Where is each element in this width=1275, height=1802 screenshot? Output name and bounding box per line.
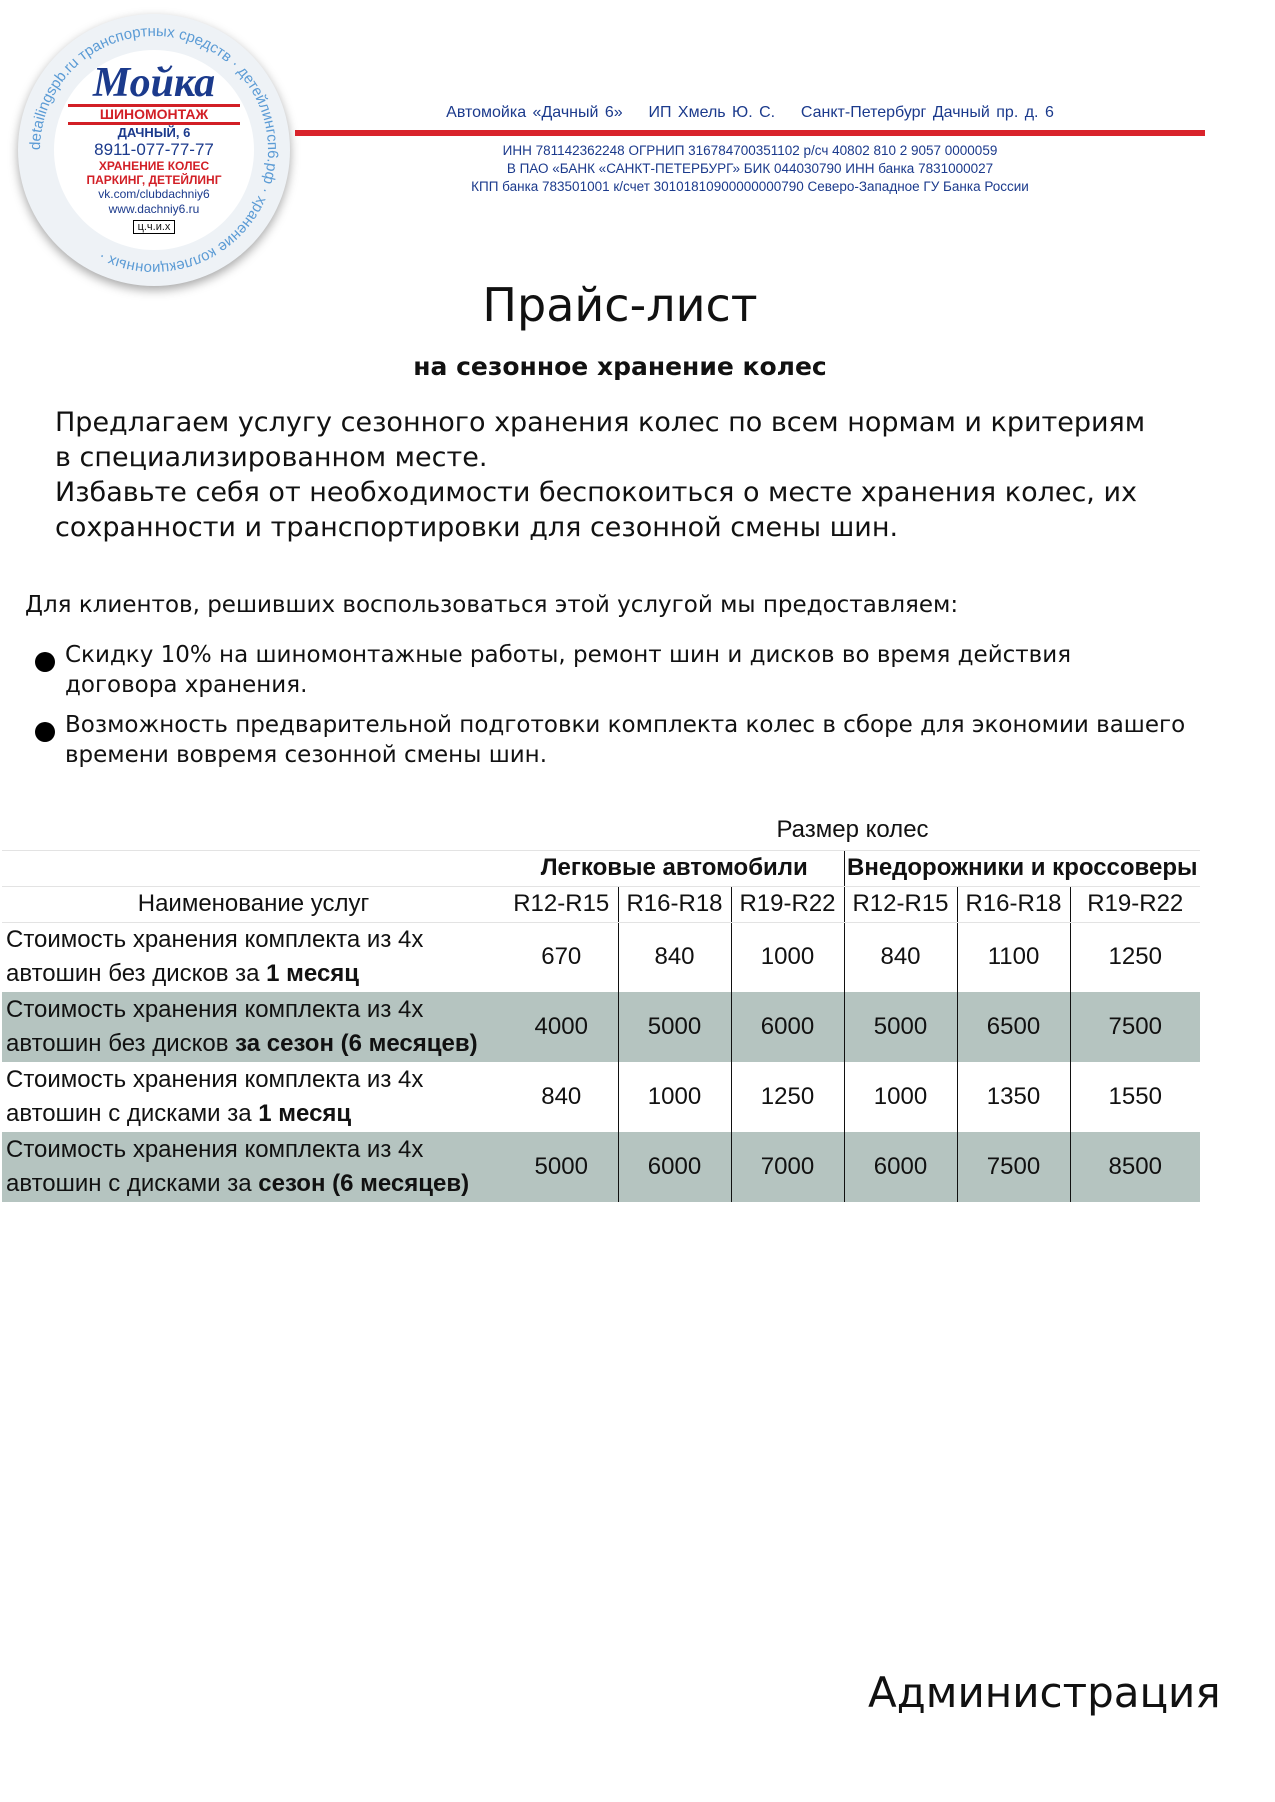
size-col-header: R16-R18 (957, 886, 1070, 922)
requisites-line: КПП банка 783501001 к/счет 30101810900000000790 Северо-Западное ГУ Банка России (471, 179, 1029, 194)
benefit-line: договора хранения. (65, 672, 308, 698)
price-cell: 6000 (731, 992, 844, 1062)
service-line: Стоимость хранения комплекта из 4х (6, 1066, 424, 1093)
service-line: автошин с дисками за (6, 1100, 259, 1127)
service-period: 1 месяц (258, 1100, 352, 1127)
service-line: Стоимость хранения комплекта из 4х (6, 996, 424, 1023)
service-line: автошин без дисков (6, 1030, 236, 1057)
price-cell: 1000 (731, 922, 844, 992)
service-name (2, 1132, 505, 1202)
price-table (2, 810, 1200, 1202)
service-line: автошин без дисков за (6, 960, 267, 988)
service-period: 1 месяц (266, 960, 360, 988)
logo-service: ШИНОМОНТАЖ (68, 104, 240, 125)
price-cell: 1100 (957, 922, 1070, 992)
benefit-line: Возможность предварительной подготовки комплекта колес в сборе для экономии вашего (65, 712, 1186, 738)
price-cell: 7500 (957, 1132, 1070, 1202)
signature: Администрация (868, 1668, 1221, 1717)
benefit-line: Скидку 10% на шиномонтажные работы, ремонт шин и дисков во время действия (65, 642, 1072, 668)
page-subtitle: на сезонное хранение колес (413, 352, 827, 381)
size-col-header: R16-R18 (618, 886, 731, 922)
group-header: Легковые автомобили (505, 850, 844, 886)
bullet-icon (35, 722, 55, 742)
service-line: Стоимость хранения комплекта из 4х (6, 1136, 424, 1163)
service-line: автошин с дисками за (6, 1170, 259, 1197)
table-row (2, 922, 1200, 992)
price-cell: 5000 (618, 992, 731, 1062)
company-logo (18, 14, 290, 286)
benefit-line: времени вовремя сезонной смены шин. (65, 742, 548, 768)
intro-line: Избавьте себя от необходимости беспокоиться о месте хранения колес, их (55, 477, 1137, 508)
service-name (2, 922, 505, 992)
service-name (2, 992, 505, 1062)
price-cell: 5000 (505, 1132, 618, 1202)
price-cell: 840 (618, 922, 731, 992)
price-cell: 7500 (1070, 992, 1200, 1062)
logo-site: www.dachniy6.ru (108, 202, 200, 216)
intro-text (55, 405, 1205, 545)
price-cell: 840 (541, 1083, 582, 1110)
requisites-line: В ПАО «БАНК «САНКТ-ПЕТЕРБУРГ» БИК 044030790 ИНН банка 7831000027 (506, 161, 994, 176)
price-cell: 5000 (844, 992, 957, 1062)
group-header: Внедорожники и кроссоверы (844, 850, 1200, 886)
logo-brand: Мойка (92, 60, 216, 106)
table-row (2, 992, 1200, 1062)
intro-line: в специализированном месте. (55, 442, 488, 473)
price-cell: 1350 (957, 1062, 1070, 1132)
svg-text:detailingspb.ru транспортных с: detailingspb.ru транспортных средств · детейлингсп6.рф · хранение коллекционных · (26, 22, 282, 278)
service-header: Наименование услуг (2, 886, 505, 922)
price-cell: 1250 (1070, 922, 1200, 992)
size-col-header: R19-R22 (731, 886, 844, 922)
benefit-item (35, 710, 1205, 770)
page-title: Прайс-лист (482, 278, 758, 332)
logo-hours: ц.ч.и.х (133, 220, 176, 234)
logo-vk: vk.com/clubdachniy6 (98, 187, 210, 201)
price-cell: 8500 (1070, 1132, 1200, 1202)
service-period: сезон (6 месяцев) (258, 1170, 470, 1197)
logo-line1: ХРАНЕНИЕ КОЛЕС (98, 159, 210, 173)
table-row (2, 1132, 1200, 1202)
table-row (2, 1062, 1200, 1132)
benefit-item (35, 640, 1205, 700)
logo-line2: ПАРКИНГ, ДЕТЕЙЛИНГ (86, 173, 222, 187)
price-cell: 4000 (505, 992, 618, 1062)
price-cell: 1000 (844, 1062, 957, 1132)
size-header: Размер колес (505, 810, 1200, 850)
price-cell: 1250 (731, 1062, 844, 1132)
header-divider (295, 130, 1205, 136)
price-cell: 6000 (844, 1132, 957, 1202)
company-details: Автомойка «Дачный 6» ИП Хмель Ю. С. Санкт-Петербург Дачный пр. д. 6 (446, 104, 1054, 121)
logo-address: ДАЧНЫЙ, 6 (117, 125, 191, 140)
intro-line: сохранности и транспортировки для сезонной смены шин. (55, 512, 899, 543)
clients-intro: Для клиентов, решивших воспользоваться этой услугой мы предоставляем: (25, 592, 959, 618)
price-cell: 670 (541, 943, 582, 971)
intro-line: Предлагаем услугу сезонного хранения колес по всем нормам и критериям (55, 407, 1146, 438)
size-col-header: R12-R15 (844, 886, 957, 922)
bullet-icon (35, 652, 55, 672)
service-period: за сезон (6 месяцев) (235, 1030, 478, 1057)
price-cell: 1000 (618, 1062, 731, 1132)
size-col-header: R12-R15 (505, 886, 618, 922)
service-name (2, 1062, 505, 1132)
logo-center (54, 50, 254, 250)
size-col-header: R19-R22 (1070, 886, 1200, 922)
price-cell: 6000 (618, 1132, 731, 1202)
price-cell: 6500 (957, 992, 1070, 1062)
logo-phone: 8911-077-77-77 (94, 140, 214, 159)
service-line: Стоимость хранения комплекта из 4х (6, 926, 424, 954)
requisites-line: ИНН 781142362248 ОГРНИП 316784700351102 р/сч 40802 810 2 9057 0000059 (502, 143, 998, 158)
price-cell: 1550 (1070, 1062, 1200, 1132)
price-cell: 7000 (731, 1132, 844, 1202)
price-cell: 840 (844, 922, 957, 992)
